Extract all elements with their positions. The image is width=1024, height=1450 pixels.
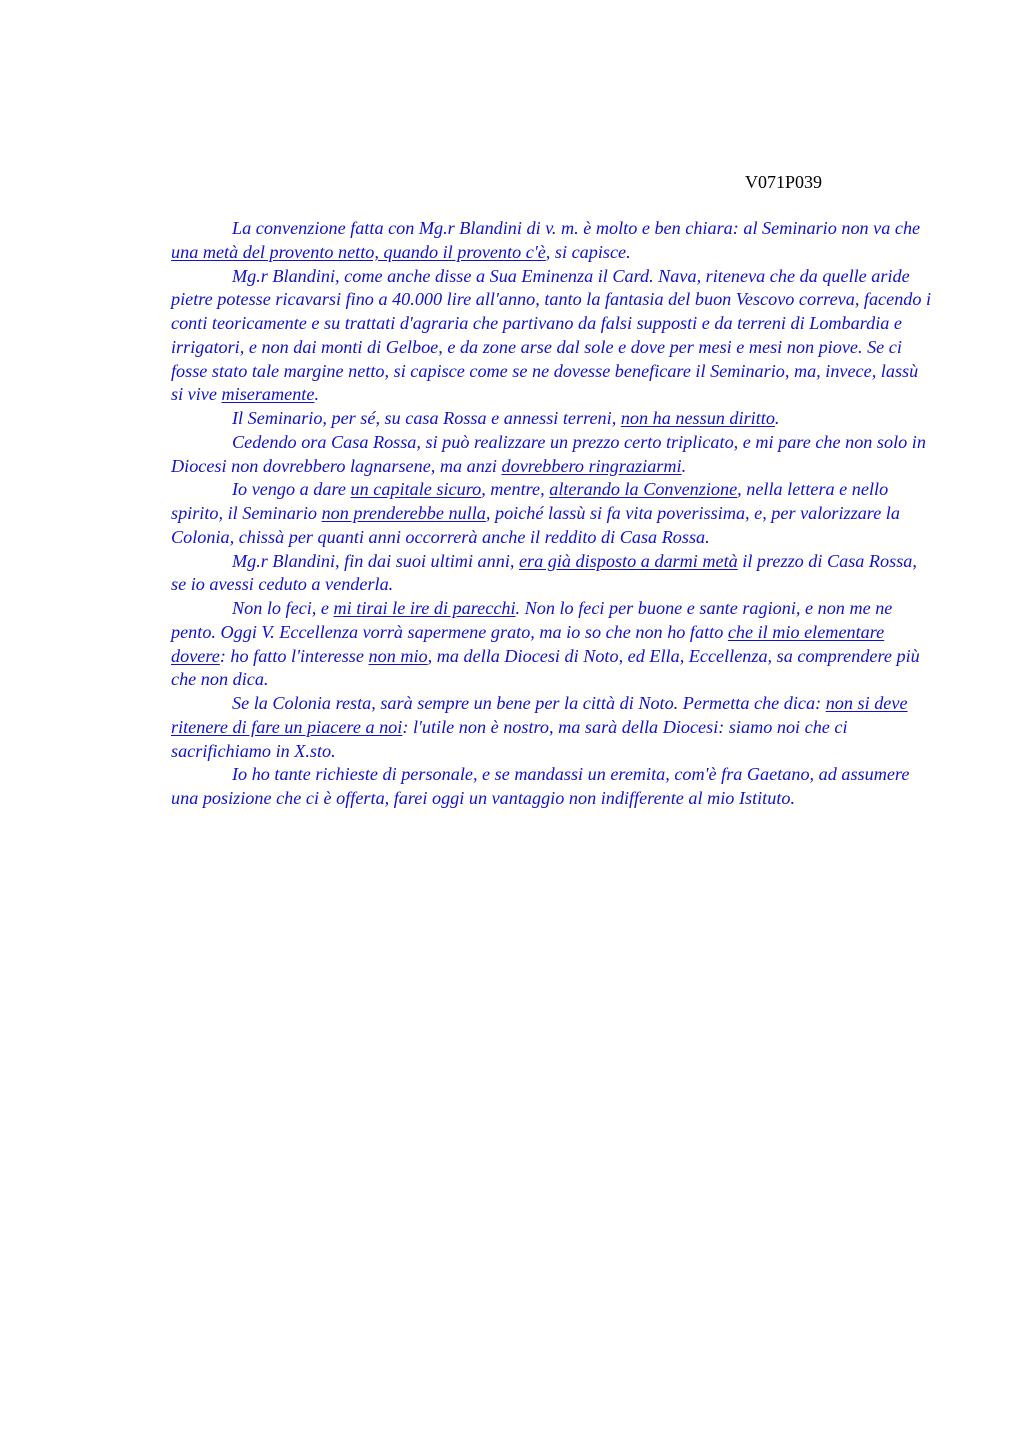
text-segment: , ma della Diocesi di Noto, ed Ella, Eccellenza, sa comprendere più che non dica. — [171, 645, 920, 690]
text-segment: il prezzo di Casa Rossa, se io avessi ceduto a venderla. — [171, 550, 917, 595]
paragraph — [171, 550, 933, 598]
text-segment: . — [774, 408, 780, 428]
underlined-phrase: miseramente — [221, 384, 315, 405]
paragraph — [171, 265, 933, 408]
paragraph — [171, 597, 933, 692]
underlined-phrase: era già disposto a darmi metà — [518, 550, 738, 571]
paragraph — [171, 431, 933, 479]
text-segment: : ho fatto l'interesse — [219, 645, 369, 666]
paragraph — [171, 692, 933, 763]
page-code: V071P039 — [745, 172, 823, 192]
text-segment: Io vengo a dare — [232, 479, 351, 500]
underlined-phrase: non ha nessun diritto — [620, 408, 775, 428]
text-segment: Mg.r Blandini, fin dai suoi ultimi anni, — [232, 550, 519, 571]
underlined-phrase: mi tirai le ire di parecchi — [333, 598, 516, 618]
text-segment: : l'utile non è nostro, ma sarà della Diocesi: siamo noi che ci sacrifichiamo in X.sto. — [171, 716, 848, 761]
paragraph — [171, 763, 933, 811]
underlined-phrase: una metà del provento netto, quando il provento c'è — [171, 241, 546, 262]
text-segment: Il Seminario, per sé, su casa Rossa e annessi terreni, — [232, 408, 621, 428]
text-segment: . Non lo feci per buone e sante ragioni, e non me ne pento. Oggi V. Eccellenza vorrà sapermene grato, ma io so che non ho fatto — [171, 598, 893, 642]
underlined-phrase: non mio — [368, 645, 428, 666]
text-segment: . — [681, 455, 687, 476]
underlined-phrase: non si deve ritenere di fare un piacere a noi — [171, 693, 908, 737]
text-segment: Non lo feci, e — [232, 598, 334, 618]
paragraph — [171, 478, 933, 549]
underlined-phrase: dovrebbero ringraziarmi — [501, 455, 682, 476]
letter-body — [171, 217, 933, 811]
paragraph — [171, 407, 933, 431]
text-segment: , mentre, — [481, 479, 550, 500]
text-segment: , nella lettera e nello spirito, il Seminario — [171, 479, 889, 523]
text-segment: Se la Colonia resta, sarà sempre un bene per la città di Noto. Permetta che dica: — [232, 693, 826, 713]
text-segment: Mg.r Blandini, come anche disse a Sua Eminenza il Card. Nava, riteneva che da quelle aride pietre potesse ricavarsi fino a 40.000 lire all'anno, tanto la fantasia del buon Vescovo correva, facendo i conti teoricamente e su trattati d'agraria che partivano da falsi supposti e da terreni di Lombardia e irrigatori, e non dai monti di Gelboe, e da zone arse dal sole e dove per mesi e mesi non piove. Se ci fosse stato tale margine netto, si capisce come se ne dovesse beneficare il Seminario, ma, invece, lassù si vive — [171, 265, 932, 405]
text-segment: Cedendo ora Casa Rossa, si può realizzare un prezzo certo triplicato, e mi pare che non solo in Diocesi non dovrebbero lagnarsene, ma anzi — [171, 431, 926, 476]
underlined-phrase: che il mio elementare dovere — [171, 621, 885, 666]
underlined-phrase: un capitale sicuro — [350, 479, 482, 500]
text-segment: La convenzione fatta con Mg.r Blandini di v. m. è molto e ben chiara: al Seminario non va che — [232, 218, 921, 238]
text-segment: , si capisce. — [545, 241, 631, 262]
text-segment: , poiché lassù si fa vita poverissima, e, per valorizzare la Colonia, chissà per quanti anni occorrerà anche il reddito di Casa Rossa. — [171, 503, 900, 547]
text-segment: . — [314, 384, 319, 405]
text-segment: Io ho tante richieste di personale, e se mandassi un eremita, com'è fra Gaetano, ad assumere una posizione che ci è offerta, farei oggi un vantaggio non indifferente al mio Istituto. — [171, 764, 910, 808]
paragraph — [171, 217, 933, 265]
underlined-phrase: non prenderebbe nulla — [321, 503, 486, 523]
underlined-phrase: alterando la Convenzione — [549, 479, 738, 500]
